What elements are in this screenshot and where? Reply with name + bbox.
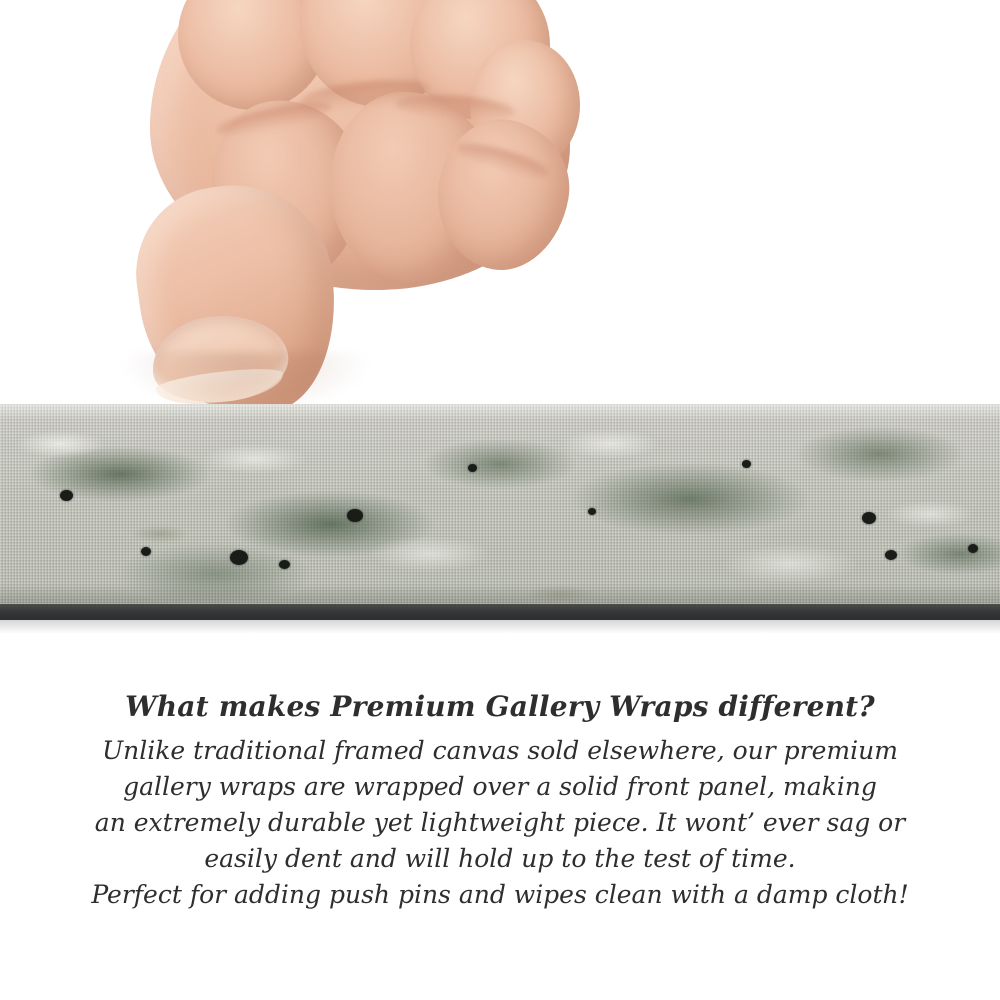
caption-line-1: Unlike traditional framed canvas sold elsewhere, our premium bbox=[102, 736, 898, 765]
canvas-speck bbox=[742, 460, 751, 468]
caption-line-2: gallery wraps are wrapped over a solid front panel, making bbox=[123, 772, 877, 801]
canvas-speck bbox=[347, 509, 363, 522]
canvas-speck bbox=[588, 508, 596, 515]
canvas-speck bbox=[862, 512, 876, 524]
canvas-speck bbox=[885, 550, 897, 560]
canvas-wrap-edge bbox=[0, 404, 1000, 620]
caption-line-5: Perfect for adding push pins and wipes clean with a damp cloth! bbox=[91, 880, 909, 909]
thumb-contact-shadow bbox=[120, 352, 370, 410]
hand-photo-region bbox=[0, 0, 1000, 410]
caption-line-3: an extremely durable yet lightweight piece. It wont’ ever sag or bbox=[94, 808, 906, 837]
canvas-top-highlight bbox=[0, 404, 1000, 420]
caption-heading: What makes Premium Gallery Wraps different? bbox=[125, 690, 875, 723]
canvas-speck bbox=[279, 560, 290, 569]
canvas-drop-shadow bbox=[0, 620, 1000, 634]
canvas-speck bbox=[141, 547, 151, 556]
canvas-speck bbox=[230, 550, 248, 565]
caption-block bbox=[0, 690, 1000, 913]
caption-line-4: easily dent and will hold up to the test of time. bbox=[204, 844, 796, 873]
panel-edge-dark bbox=[0, 604, 1000, 620]
canvas-speck bbox=[60, 490, 73, 501]
canvas-speck bbox=[968, 544, 978, 553]
canvas-speck bbox=[468, 464, 477, 472]
